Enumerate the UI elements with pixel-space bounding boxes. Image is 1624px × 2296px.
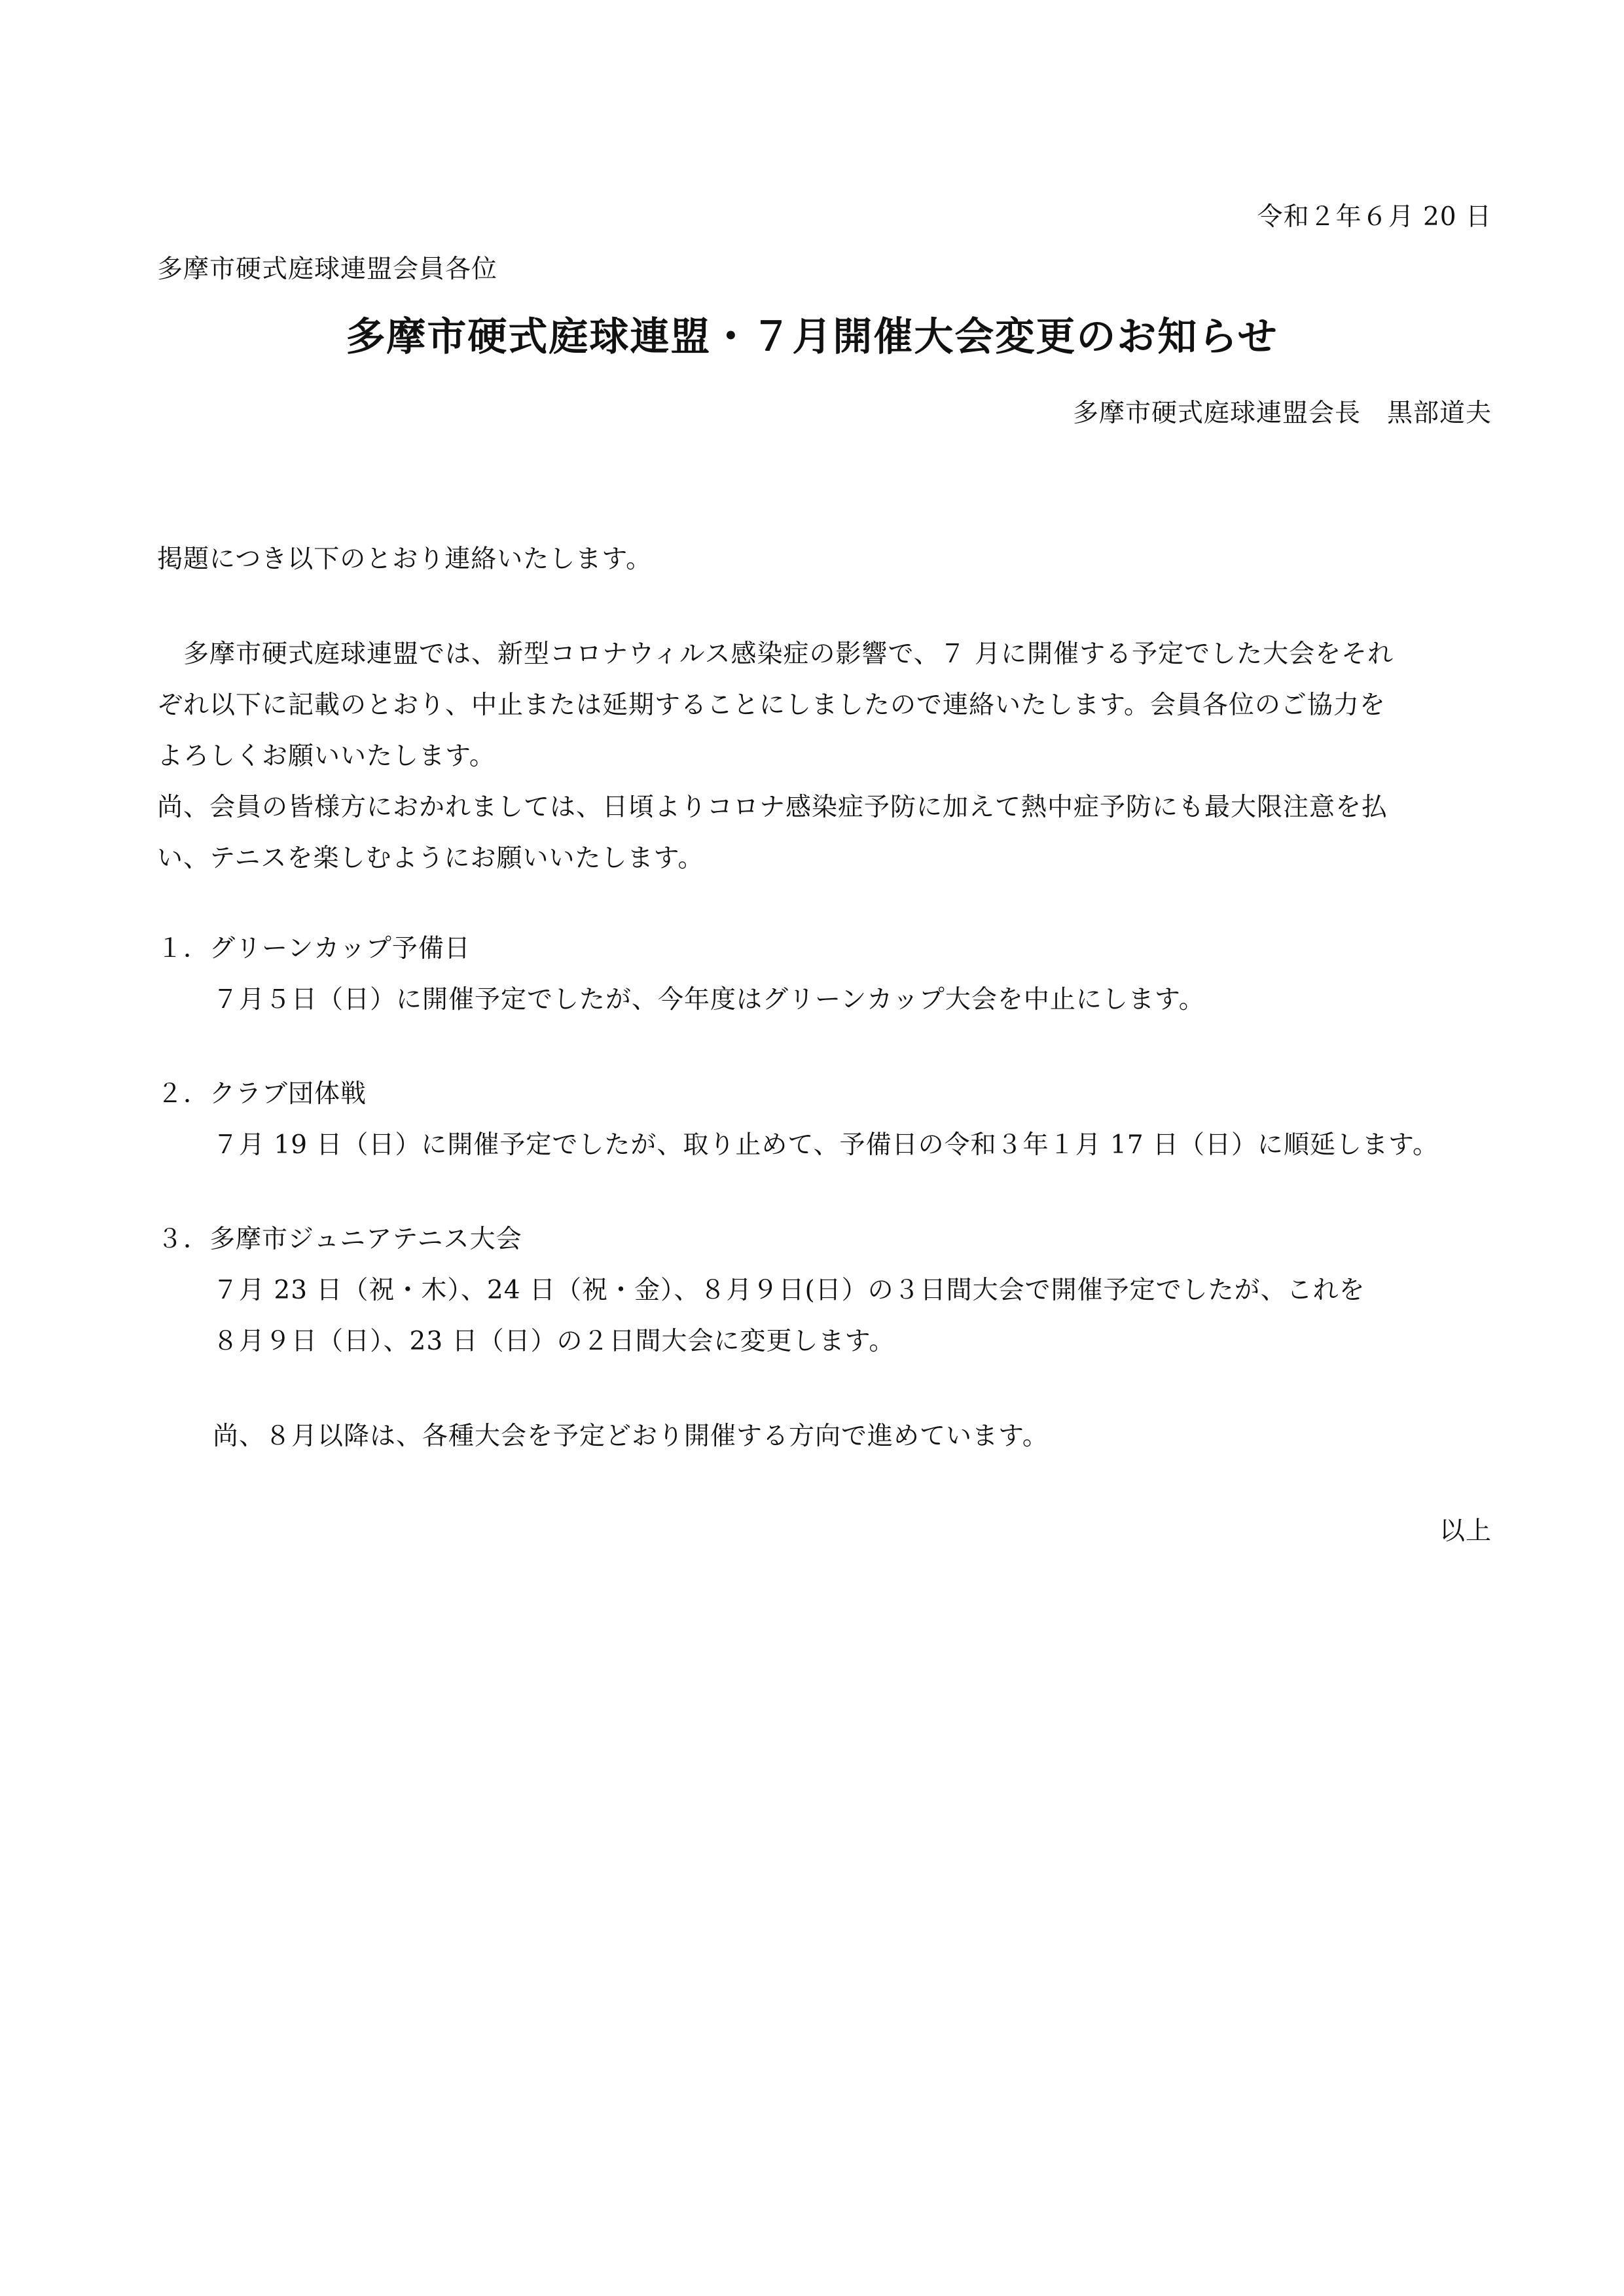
intro-text: 掲題につき以下のとおり連絡いたします。 bbox=[157, 545, 653, 574]
item-heading: ２．クラブ団体戦 bbox=[157, 1079, 367, 1109]
document-title: 多摩市硬式庭球連盟・７月開催大会変更のお知らせ bbox=[346, 314, 1278, 360]
body-line: よろしくお願いいたします。 bbox=[157, 742, 496, 771]
sender: 多摩市硬式庭球連盟会長 黒部道夫 bbox=[1072, 399, 1492, 428]
item-heading: １．グリーンカップ予備日 bbox=[157, 934, 471, 963]
end-mark: 以上 bbox=[1439, 1516, 1492, 1546]
item-text: ７月 19 日（日）に開催予定でしたが、取り止めて、予備日の令和３年１月 17 日（日）に順延します。 bbox=[213, 1130, 1439, 1160]
item-text: ７月 23 日（祝・木）、24 日（祝・金）、８月９日(日）の３日間大会で開催予定でしたが、これを bbox=[213, 1276, 1365, 1305]
closing-note: 尚、８月以降は、各種大会を予定どおり開催する方向で進めています。 bbox=[213, 1422, 1049, 1451]
item-text: ８月９日（日）、23 日（日）の２日間大会に変更します。 bbox=[213, 1327, 895, 1356]
item-text: ７月５日（日）に開催予定でしたが、今年度はグリーンカップ大会を中止にします。 bbox=[213, 985, 1205, 1014]
body-line: 尚、会員の皆様方におかれましては、日頃よりコロナ感染症予防に加えて熱中症予防にも最大限注意を払 bbox=[157, 793, 1388, 822]
body-line: 多摩市硬式庭球連盟では、新型コロナウィルス感染症の影響で、７ 月に開催する予定でした大会をそれ bbox=[183, 639, 1394, 669]
addressee: 多摩市硬式庭球連盟会員各位 bbox=[157, 255, 498, 284]
document-date: 令和２年６月 20 日 bbox=[1257, 202, 1492, 232]
body-line: ぞれ以下に記載のとおり、中止または延期することにしましたので連絡いたします。会員各位のご協力を bbox=[157, 691, 1386, 720]
body-line: い、テニスを楽しむようにお願いいたします。 bbox=[157, 844, 704, 873]
item-heading: ３．多摩市ジュニアテニス大会 bbox=[157, 1225, 522, 1254]
